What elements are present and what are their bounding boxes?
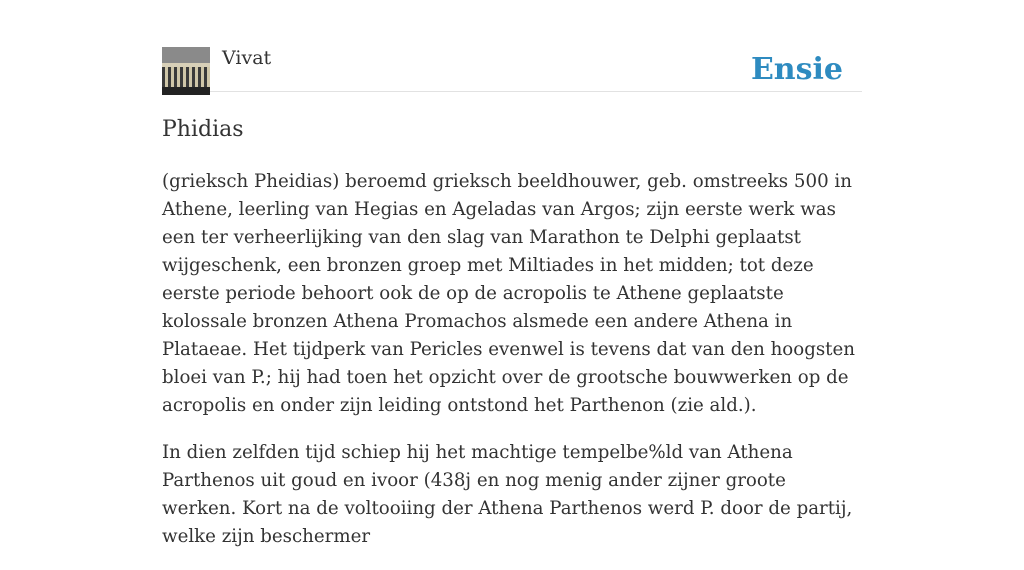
page-title: Phidias	[162, 117, 244, 142]
brand-logo[interactable]: Ensie	[750, 52, 843, 87]
article-body	[162, 168, 862, 570]
avatar[interactable]	[162, 47, 210, 95]
author-name[interactable]: Vivat	[222, 47, 272, 69]
colonnade-photo-icon	[162, 47, 210, 95]
page	[162, 0, 862, 547]
header	[162, 0, 862, 92]
paragraph: (grieksch Pheidias) beroemd grieksch beeldhouwer, geb. omstreeks 500 in Athene, leerling van Hegias en Ageladas van Argos; zijn eerste werk was een ter verheerlijking van den slag van Marathon te Delphi geplaatst wijgeschenk, een bronzen groep met Miltiades in het midden; tot deze eerste periode behoort ook de op de acropolis te Athene geplaatste kolossale bronzen Athena Promachos alsmede een andere Athena in Plataeae. Het tijdperk van Pericles evenwel is tevens dat van den hoogsten bloei van P.; hij had toen het opzicht over de grootsche bouwwerken op de acropolis en onder zijn leiding ontstond het Parthenon (zie ald.).	[162, 171, 855, 416]
paragraph: In dien zelfden tijd schiep hij het machtige tempelbe%ld van Athena Parthenos uit goud en ivoor (438j en nog menig ander zijner groote werken. Kort na de voltooiing der Athena Parthenos werd P. door de partij, welke zijn beschermer	[162, 442, 853, 547]
